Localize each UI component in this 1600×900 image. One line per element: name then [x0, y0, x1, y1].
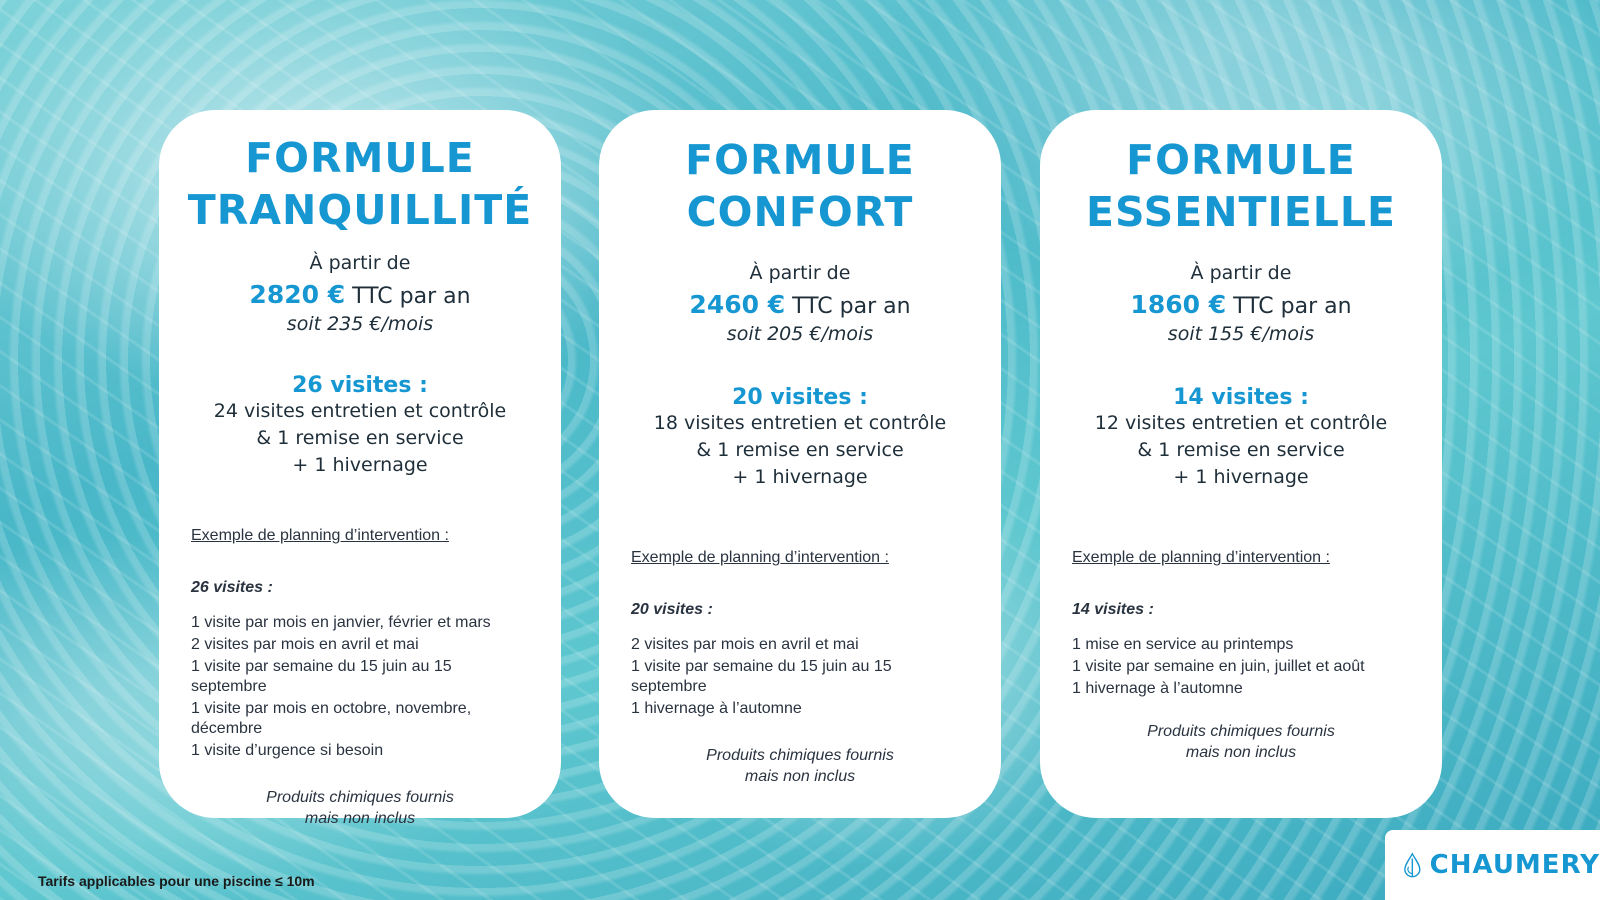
visits-line: + 1 hivernage [1173, 466, 1309, 488]
formula-card-confort [599, 110, 1001, 818]
monthly-price: soit 235 €/mois [286, 313, 434, 335]
card-title [609, 134, 991, 238]
products-note-line2: mais non inclus [304, 810, 416, 827]
pricing-footnote: Tarifs applicables pour une piscine ≤ 10m [38, 873, 315, 889]
price-from-label: À partir de [749, 262, 851, 284]
products-note-line1: Produits chimiques fournis [1147, 723, 1335, 740]
brand-logo [1385, 830, 1600, 900]
planning-item: 1 mise en service au printemps [1072, 636, 1294, 653]
planning-heading: Exemple de planning d’intervention : [191, 527, 449, 544]
price-from-label: À partir de [1190, 262, 1292, 284]
planning-section [191, 527, 529, 761]
price-amount: 2820 € [249, 280, 346, 309]
planning-item: 1 visite par mois en janvier, février et mars [191, 614, 491, 631]
monthly-price: soit 155 €/mois [1167, 323, 1315, 345]
monthly-price: soit 205 €/mois [726, 323, 874, 345]
visits-line: & 1 remise en service [696, 439, 904, 461]
planning-list [631, 635, 969, 719]
visits-title: 26 visites : [292, 373, 428, 398]
card-title-line2: TRANQUILLITÉ [187, 186, 533, 234]
visits-line: 12 visites entretien et contrôle [1094, 412, 1388, 434]
products-note-line1: Produits chimiques fournis [706, 747, 894, 764]
planning-item: 2 visites par mois en avril et mai [631, 636, 859, 653]
card-title-line2: ESSENTIELLE [1085, 188, 1397, 236]
planning-count: 20 visites : [631, 601, 713, 618]
products-note [159, 787, 561, 829]
price-suffix: TTC par an [785, 294, 911, 319]
planning-count: 26 visites : [191, 579, 273, 596]
planning-item: 1 hivernage à l’automne [631, 700, 802, 717]
planning-section [631, 549, 969, 719]
card-title-line1: FORMULE [245, 134, 475, 182]
planning-section [1072, 549, 1410, 699]
card-title [1050, 134, 1432, 238]
visits-line: & 1 remise en service [256, 427, 464, 449]
brand-name: CHAUMERY [1429, 850, 1600, 880]
price [1040, 290, 1442, 319]
planning-item: 1 visite par mois en octobre, novembre, décembre [191, 700, 472, 737]
formula-card-tranquillite [159, 110, 561, 827]
planning-item: 1 visite par semaine du 15 juin au 15 septembre [631, 658, 892, 695]
planning-list [1072, 635, 1410, 699]
products-note-line1: Produits chimiques fournis [266, 789, 454, 806]
planning-heading: Exemple de planning d’intervention : [1072, 549, 1330, 566]
card-title-line2: CONFORT [686, 188, 914, 236]
planning-list [191, 613, 529, 761]
price-suffix: TTC par an [345, 284, 471, 309]
price [599, 290, 1001, 319]
visits-line: + 1 hivernage [732, 466, 868, 488]
card-title [169, 132, 551, 236]
formula-card-essentielle [1040, 110, 1442, 818]
products-note-line2: mais non inclus [744, 768, 856, 785]
visits-line: 18 visites entretien et contrôle [653, 412, 947, 434]
visits-line: & 1 remise en service [1137, 439, 1345, 461]
price-from-label: À partir de [309, 252, 411, 274]
planning-count: 14 visites : [1072, 601, 1154, 618]
planning-item: 1 visite par semaine en juin, juillet et août [1072, 658, 1365, 675]
price [159, 280, 561, 309]
planning-item: 1 visite d’urgence si besoin [191, 742, 384, 759]
planning-item: 1 hivernage à l’automne [1072, 680, 1243, 697]
visits-line: + 1 hivernage [292, 454, 428, 476]
products-note [599, 745, 1001, 787]
planning-item: 2 visites par mois en avril et mai [191, 636, 419, 653]
price-amount: 2460 € [689, 290, 786, 319]
planning-heading: Exemple de planning d’intervention : [631, 549, 889, 566]
price-suffix: TTC par an [1226, 294, 1352, 319]
card-title-line1: FORMULE [1126, 136, 1356, 184]
products-note-line2: mais non inclus [1185, 744, 1297, 761]
visits-line: 24 visites entretien et contrôle [213, 400, 507, 422]
card-title-line1: FORMULE [685, 136, 915, 184]
price-amount: 1860 € [1130, 290, 1227, 319]
water-drop-icon [1403, 839, 1422, 891]
visits-title: 20 visites : [732, 385, 868, 410]
products-note [1040, 721, 1442, 763]
visits-title: 14 visites : [1173, 385, 1309, 410]
planning-item: 1 visite par semaine du 15 juin au 15 septembre [191, 658, 452, 695]
